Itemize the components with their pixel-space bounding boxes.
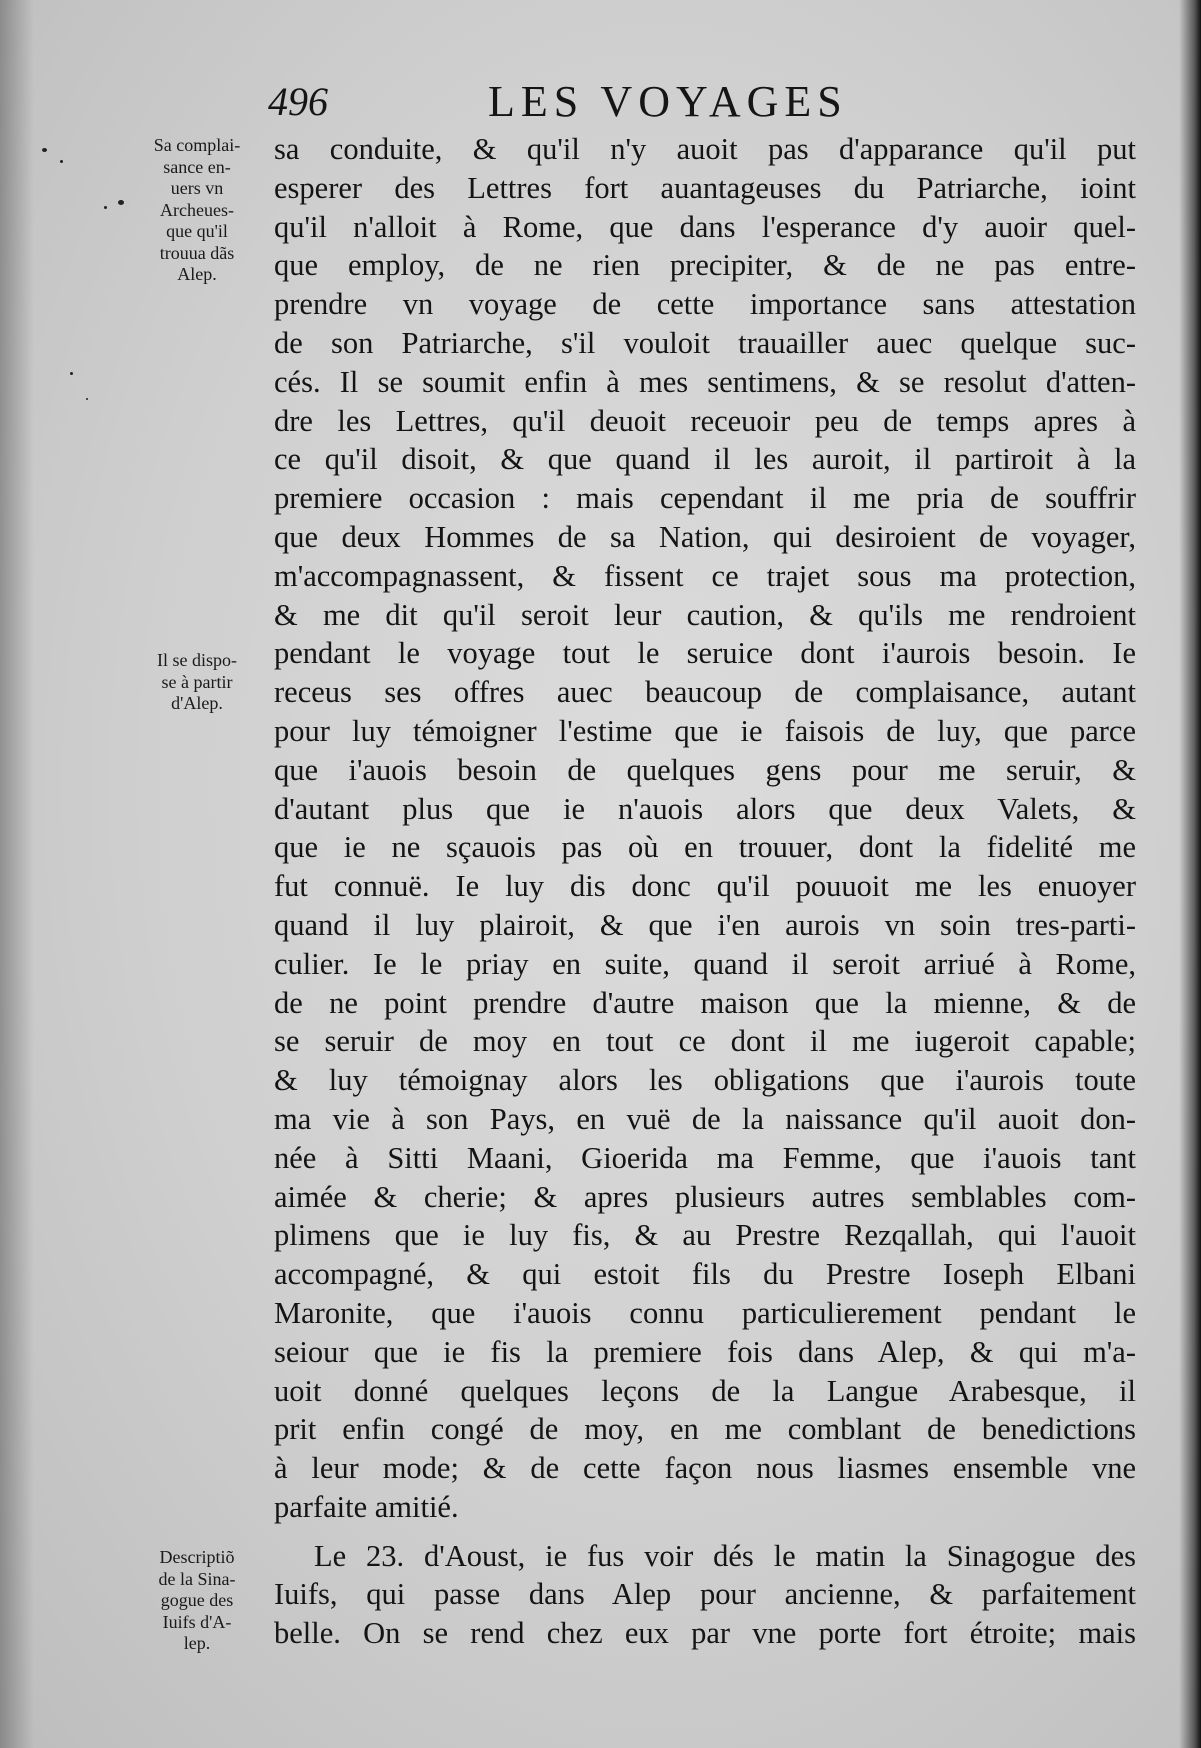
text-line: Le 23. d'Aoust, ie fus voir dés le matin la Sinagogue des <box>314 1538 1136 1573</box>
text-line: que deux Hommes de sa Nation, qui desiroient de voyager, <box>274 519 1136 554</box>
text-line: Maronite, que i'auois connu particulierement pendant le <box>274 1295 1136 1330</box>
margin-note-line: se à partir <box>161 671 233 692</box>
paragraph-1 <box>274 130 1136 1527</box>
margin-note-complaisance <box>128 135 266 286</box>
text-line: & me dit qu'il seroit leur caution, & qu'ils me rendroient <box>274 597 1136 632</box>
margin-note-line: Archeues- <box>160 199 234 220</box>
margin-note-line: Il se dispo- <box>157 650 237 670</box>
ink-speck <box>42 148 47 152</box>
margin-note-line: Sa complai- <box>153 135 241 155</box>
text-line: receus ses offres auec beaucoup de complaisance, autant <box>274 675 1136 710</box>
body-text <box>274 130 1136 1653</box>
ink-speck <box>118 200 124 205</box>
margin-note-line: Alep. <box>177 264 217 284</box>
ink-speck <box>86 398 88 400</box>
text-line: plimens que ie luy fis, & au Prestre Rezqallah, qui l'auoit <box>274 1218 1136 1253</box>
running-title: LES VOYAGES <box>488 77 848 126</box>
text-line: dre les Lettres, qu'il deuoit receuoir peu de temps apres à <box>274 403 1136 438</box>
page-number: 496 <box>268 79 328 124</box>
ink-speck <box>104 206 107 209</box>
margin-note-line: Descriptiõ <box>159 1547 235 1567</box>
text-line: ma vie à son Pays, en vuë de la naissance qu'il auoit don- <box>274 1101 1136 1136</box>
text-line: uoit donné quelques leçons de la Langue Arabesque, il <box>274 1373 1136 1408</box>
text-line: m'accompagnassent, & fissent ce trajet sous ma protection, <box>274 558 1136 593</box>
ink-speck <box>60 160 63 163</box>
margin-note-line: uers vn <box>170 178 224 198</box>
text-line: esperer des Lettres fort auantageuses du Patriarche, ioint <box>274 170 1136 205</box>
text-line: qu'il n'alloit à Rome, que dans l'esperance d'y auoir quel- <box>274 209 1136 244</box>
text-line: à leur mode; & de cette façon nous liasmes ensemble vne <box>274 1451 1136 1486</box>
text-line: que i'auois besoin de quelques gens pour me seruir, & <box>274 752 1136 787</box>
margin-note-line: sance en- <box>163 156 231 177</box>
margin-note-line: gogue des <box>160 1590 234 1610</box>
text-line: se seruir de moy en tout ce dont il me iugeroit capable; <box>274 1024 1136 1059</box>
text-line: que employ, de ne rien precipiter, & de ne pas entre- <box>274 248 1136 283</box>
margin-note-line: d'Alep. <box>171 693 223 713</box>
text-line: d'autant plus que ie n'auois alors que deux Valets, & <box>274 791 1136 826</box>
text-line: sa conduite, & qu'il n'y auoit pas d'apparance qu'il put <box>274 132 1136 166</box>
ink-speck <box>70 372 73 375</box>
page-shadow-left <box>0 0 34 1748</box>
margin-note-line: lep. <box>183 1633 211 1653</box>
margin-note-depart <box>128 650 266 715</box>
text-line: cés. Il se soumit enfin à mes sentimens, & se resolut d'atten- <box>274 364 1136 399</box>
text-line: pendant le voyage tout le seruice dont i'aurois besoin. Ie <box>274 636 1136 671</box>
text-line: de ne point prendre d'autre maison que la mienne, & de <box>274 985 1136 1020</box>
text-line: quand il luy plairoit, & que i'en aurois vn soin tres-parti- <box>274 907 1136 942</box>
text-line: prendre vn voyage de cette importance sans attestation <box>274 287 1136 322</box>
text-line: Iuifs, qui passe dans Alep pour ancienne, & parfaitement <box>274 1577 1136 1612</box>
text-line: pour luy témoigner l'estime que ie faisois de luy, que parce <box>274 713 1136 748</box>
text-line: seiour que ie fis la premiere fois dans Alep, & qui m'a- <box>274 1334 1136 1369</box>
page-gutter-edge <box>1179 0 1201 1748</box>
text-line: fut connuë. Ie luy dis donc qu'il pouuoit me les enuoyer <box>274 869 1136 904</box>
text-line: parfaite amitié. <box>274 1489 459 1524</box>
text-line: aimée & cherie; & apres plusieurs autres semblables com- <box>274 1179 1136 1214</box>
margin-note-line: trouua dãs <box>159 242 235 263</box>
text-line: prit enfin congé de moy, en me comblant de benedictions <box>274 1412 1136 1447</box>
margin-note-line: que qu'il <box>166 221 228 241</box>
text-line: de son Patriarche, s'il vouloit trauailler auec quelque suc- <box>274 325 1136 360</box>
text-line: belle. On se rend chez eux par vne porte fort étroite; mais <box>274 1616 1136 1651</box>
margin-note-line: Iuifs d'A- <box>162 1611 232 1632</box>
text-line: accompagné, & qui estoit fils du Prestre Ioseph Elbani <box>274 1257 1136 1292</box>
text-line: que ie ne sçauois pas où en trouuer, dont la fidelité me <box>274 830 1136 865</box>
text-line: culier. Ie le priay en suite, quand il seroit arriué à Rome, <box>274 946 1136 981</box>
text-line: ce qu'il disoit, & que quand il les auroit, il partiroit à la <box>274 442 1136 477</box>
page-header <box>268 78 1128 138</box>
margin-note-line: de la Sina- <box>158 1568 236 1589</box>
text-line: & luy témoignay alors les obligations que i'aurois toute <box>274 1063 1136 1098</box>
text-line: née à Sitti Maani, Gioerida ma Femme, que i'auois tant <box>274 1140 1136 1175</box>
paragraph-2 <box>274 1537 1136 1653</box>
margin-note-sinagogue <box>128 1547 266 1655</box>
text-line: premiere occasion : mais cependant il me pria de souffrir <box>274 481 1136 516</box>
